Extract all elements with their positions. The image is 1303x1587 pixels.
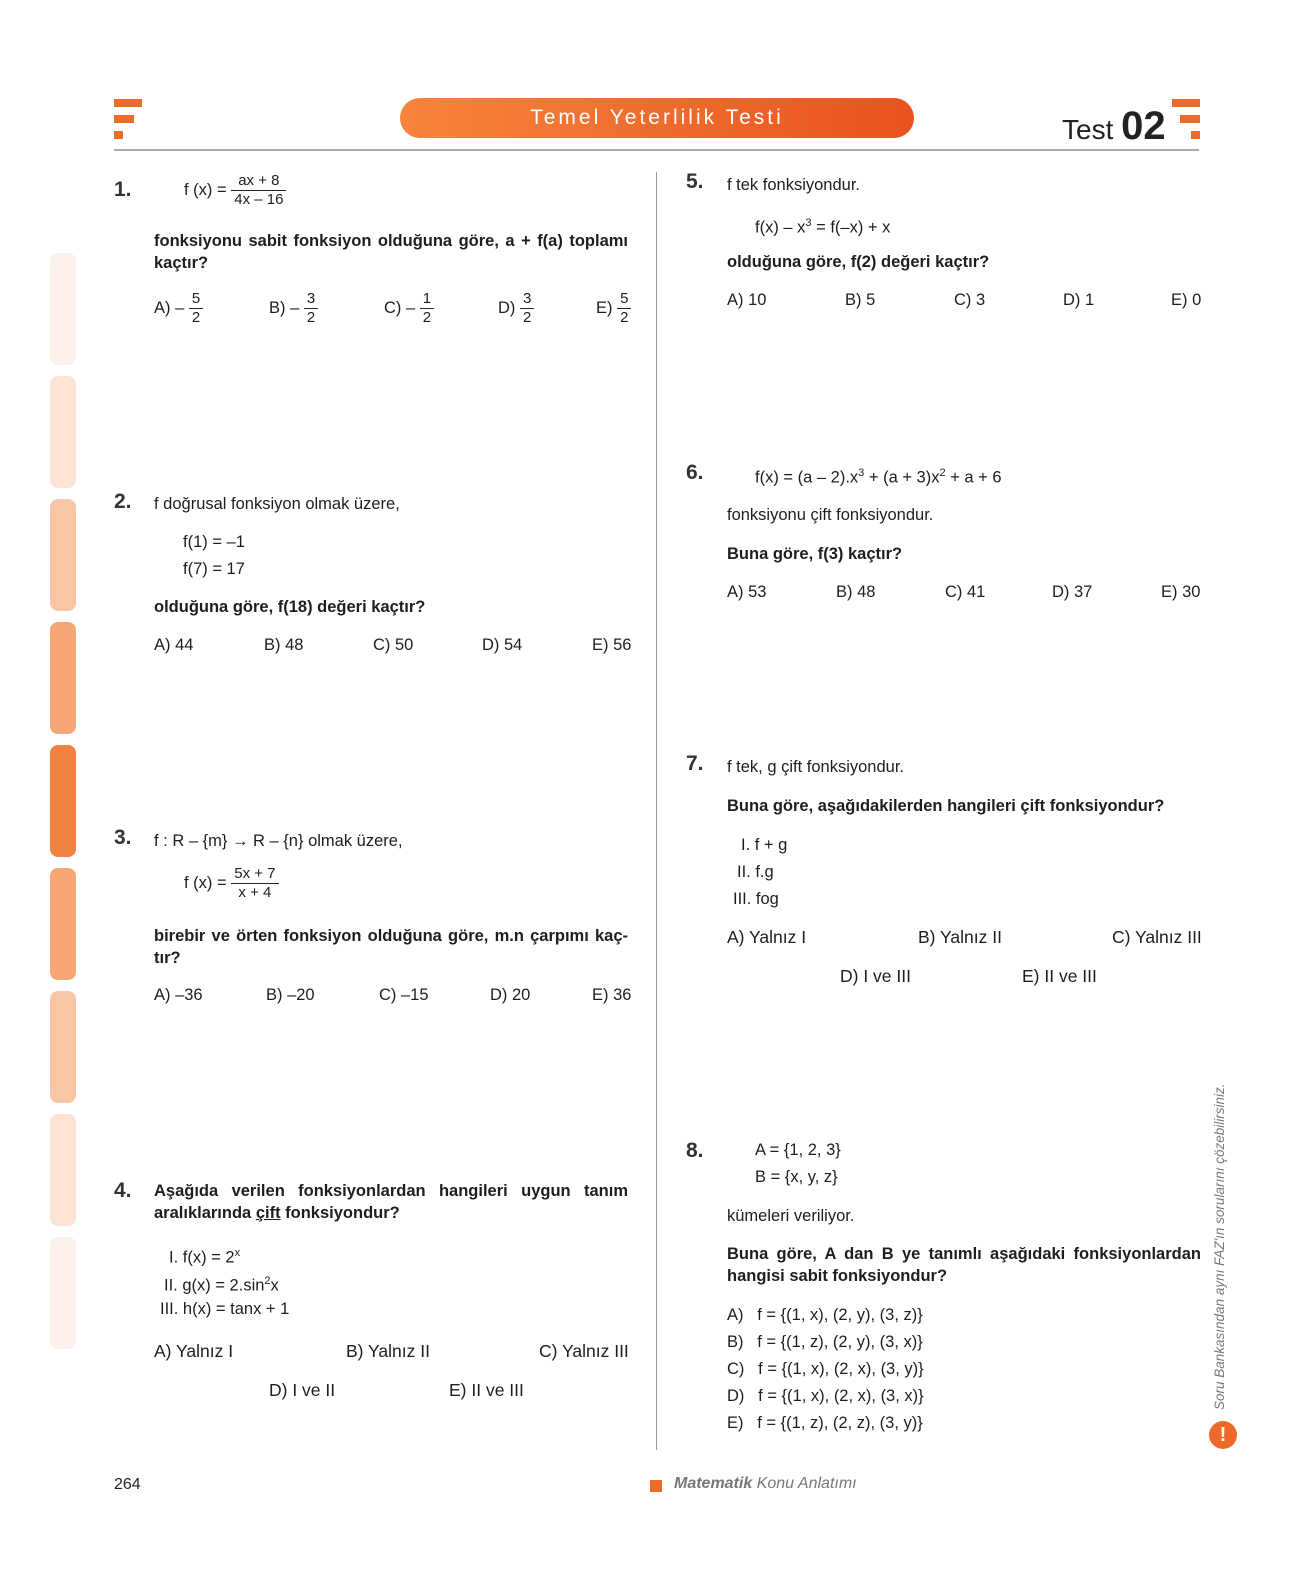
q7-option-d[interactable]: D) I ve III [840, 966, 911, 986]
chapter-tab[interactable] [50, 1114, 76, 1226]
chapter-tab[interactable] [50, 253, 76, 365]
q7-option-b[interactable]: B) Yalnız II [918, 927, 1002, 947]
header-divider [114, 149, 1199, 151]
chapter-tab[interactable] [50, 622, 76, 734]
q1-option-e[interactable] [596, 290, 631, 327]
q1-option-b[interactable] [269, 290, 318, 327]
q3-stem: birebir ve örten fonksiyon olduğuna göre, m.n çarpımı kaç-tır? [154, 927, 628, 967]
q2-option-b[interactable]: B) 48 [264, 636, 304, 654]
q5-option-c[interactable]: C) 3 [954, 291, 986, 309]
q2-stem: olduğuna göre, f(18) değeri kaçtır? [154, 598, 426, 616]
denominator: 2 [523, 309, 532, 326]
q5-option-a[interactable]: A) 10 [727, 291, 767, 309]
superscript: 3 [858, 467, 865, 479]
superscript: 2 [939, 467, 946, 479]
q4-line-1 [169, 1242, 240, 1269]
denominator: 2 [191, 309, 201, 326]
q3-option-d[interactable]: D) 20 [490, 986, 531, 1004]
q4-line-1-text: I. f(x) = 2 [169, 1248, 235, 1267]
alert-icon: ! [1209, 1421, 1237, 1449]
numerator: 5 [617, 290, 631, 309]
q8-option-d[interactable]: D) f = {(1, x), (2, x), (3, x)} [727, 1387, 924, 1405]
q4-option-c[interactable]: C) Yalnız III [539, 1341, 629, 1361]
q5-eq-b: = f(–x) + x [811, 218, 891, 237]
question-number: 2. [114, 490, 132, 513]
chapter-tab[interactable] [50, 499, 76, 611]
denominator: 2 [422, 309, 432, 326]
q4-stem-b: fonksiyondur? [280, 1204, 400, 1222]
q6-option-c[interactable]: C) 41 [945, 583, 986, 601]
q1-stem: fonksiyonu sabit fonksiyon olduğuna göre, a + f(a) toplamı kaçtır? [154, 232, 628, 272]
q2-intro: f doğrusal fonksiyon olmak üzere, [154, 495, 400, 513]
q6-stem: Buna göre, f(3) kaçtır? [727, 545, 903, 563]
q2-option-e[interactable]: E) 56 [592, 636, 632, 654]
q6-eq-c: + a + 6 [945, 468, 1002, 487]
q8-intro: kümeleri veriliyor. [727, 1207, 855, 1225]
q5-option-e[interactable]: E) 0 [1171, 291, 1202, 309]
q4-option-b[interactable]: B) Yalnız II [346, 1341, 430, 1361]
side-note: Soru Bankasından aynı FAZ'ın sorularını çözebilirsiniz. [1212, 1083, 1227, 1410]
page-number: 264 [114, 1476, 141, 1493]
q5-eq-a: f(x) – x [755, 218, 806, 237]
option-label: B) – [269, 298, 300, 317]
question-number: 7. [686, 752, 704, 775]
question-number: 8. [686, 1139, 704, 1162]
test-number: 02 [1121, 104, 1166, 148]
q7-stem: Buna göre, aşağıdakilerden hangileri çift fonksiyondur? [727, 797, 1165, 815]
q3-fraction [231, 865, 278, 902]
q8-option-e[interactable]: E) f = {(1, z), (2, z), (3, y)} [727, 1414, 923, 1432]
test-prefix: Test [1062, 114, 1114, 145]
q7-line-1: I. f + g [741, 836, 788, 854]
denominator: 4x – 16 [234, 191, 284, 208]
q7-line-3: III. fog [733, 890, 779, 908]
q7-option-e[interactable]: E) II ve III [1022, 966, 1097, 986]
footer-brand-rest: Konu Anlatımı [752, 1475, 857, 1492]
q8-line-2: B = {x, y, z} [755, 1168, 838, 1186]
q7-intro: f tek, g çift fonksiyondur. [727, 758, 905, 776]
q3-f-prefix: f (x) = [184, 873, 227, 892]
q1-f-prefix: f (x) = [184, 180, 227, 199]
question-number: 3. [114, 826, 132, 849]
numerator: 3 [520, 290, 534, 309]
option-label: D) [498, 298, 516, 317]
q1-option-a[interactable] [154, 290, 203, 327]
superscript: x [234, 1247, 241, 1259]
q8-option-a[interactable]: A) f = {(1, x), (2, y), (3, z)} [727, 1306, 923, 1324]
q3-option-e[interactable]: E) 36 [592, 986, 632, 1004]
denominator: 2 [620, 309, 629, 326]
question-number: 4. [114, 1179, 132, 1202]
chapter-tab[interactable] [50, 991, 76, 1103]
q6-eq-b: + (a + 3)x [864, 468, 940, 487]
chapter-tab[interactable] [50, 868, 76, 980]
footer-brand-bold: Matematik [674, 1475, 753, 1492]
q5-equation [755, 212, 890, 239]
q3-function [184, 865, 279, 902]
q8-stem: Buna göre, A dan B ye tanımlı aşağıdaki fonksiyonlardan hangisi sabit fonksiyondur? [727, 1245, 1201, 1285]
chapter-tab[interactable] [50, 376, 76, 488]
q8-option-c[interactable]: C) f = {(1, x), (2, x), (3, y)} [727, 1360, 924, 1378]
q2-option-c[interactable]: C) 50 [373, 636, 414, 654]
q1-function [184, 172, 286, 209]
q7-line-2: II. f.g [737, 863, 774, 881]
superscript: 3 [805, 217, 812, 229]
numerator: 1 [420, 290, 434, 309]
q6-equation [755, 462, 1002, 489]
q6-option-b[interactable]: B) 48 [836, 583, 876, 601]
q4-line-3: III. h(x) = tanx + 1 [160, 1300, 290, 1318]
footer-brand [674, 1475, 857, 1493]
q1-option-d[interactable] [498, 290, 534, 327]
header-title: Temel Yeterlilik Testi [400, 98, 914, 138]
option-label: C) – [384, 298, 416, 317]
chapter-tab[interactable] [50, 1237, 76, 1349]
q6-intro: fonksiyonu çift fonksiyondur. [727, 506, 934, 524]
q3-intro: f : R – {m} → R – {n} olmak üzere, [154, 832, 403, 850]
q4-line-2 [164, 1270, 279, 1297]
q1-fraction [231, 172, 286, 209]
q7-option-a[interactable]: A) Yalnız I [727, 927, 807, 947]
q4-stem-a: Aşağıda verilen fonksiyonlardan hangileri uygun tanım aralıklarında [154, 1182, 628, 1222]
denominator: 2 [306, 309, 316, 326]
test-label [1062, 104, 1166, 149]
q4-option-e[interactable]: E) II ve III [449, 1380, 524, 1400]
chapter-tab[interactable] [50, 745, 76, 857]
option-label: A) – [154, 298, 185, 317]
q6-eq-a: f(x) = (a – 2).x [755, 468, 859, 487]
column-divider [656, 172, 657, 1450]
q8-line-1: A = {1, 2, 3} [755, 1141, 841, 1159]
q5-stem: olduğuna göre, f(2) değeri kaçtır? [727, 253, 990, 271]
q7-option-c[interactable]: C) Yalnız III [1112, 927, 1202, 947]
question-number: 1. [114, 178, 132, 201]
numerator: ax + 8 [231, 172, 286, 191]
q2-line-2: f(7) = 17 [183, 560, 245, 578]
q3-option-a[interactable]: A) –36 [154, 986, 203, 1004]
q2-option-a[interactable]: A) 44 [154, 636, 194, 654]
denominator: x + 4 [238, 884, 272, 901]
q4-option-a[interactable]: A) Yalnız I [154, 1341, 234, 1361]
q6-option-e[interactable]: E) 30 [1161, 583, 1201, 601]
numerator: 5 [189, 290, 203, 309]
q4-stem [154, 1180, 628, 1224]
q4-line-2-tail: x [270, 1276, 279, 1295]
question-number: 5. [686, 170, 704, 193]
question-number: 6. [686, 461, 704, 484]
footer-square-icon [650, 1480, 662, 1492]
q2-option-d[interactable]: D) 54 [482, 636, 523, 654]
q5-option-b[interactable]: B) 5 [845, 291, 876, 309]
q1-option-c[interactable] [384, 290, 434, 327]
q4-line-2-text: II. g(x) = 2.sin [164, 1276, 265, 1295]
q6-option-d[interactable]: D) 37 [1052, 583, 1093, 601]
option-label: E) [596, 298, 613, 317]
q4-option-d[interactable]: D) I ve II [269, 1380, 336, 1400]
q8-option-b[interactable]: B) f = {(1, z), (2, y), (3, x)} [727, 1333, 923, 1351]
q5-intro: f tek fonksiyondur. [727, 176, 860, 194]
q2-line-1: f(1) = –1 [183, 533, 245, 551]
q3-option-c[interactable]: C) –15 [379, 986, 429, 1004]
q4-stem-underlined: çift [255, 1204, 281, 1222]
q5-option-d[interactable]: D) 1 [1063, 291, 1095, 309]
superscript: 2 [264, 1275, 271, 1287]
q6-option-a[interactable]: A) 53 [727, 583, 767, 601]
q3-option-b[interactable]: B) –20 [266, 986, 315, 1004]
numerator: 3 [304, 290, 318, 309]
numerator: 5x + 7 [231, 865, 278, 884]
